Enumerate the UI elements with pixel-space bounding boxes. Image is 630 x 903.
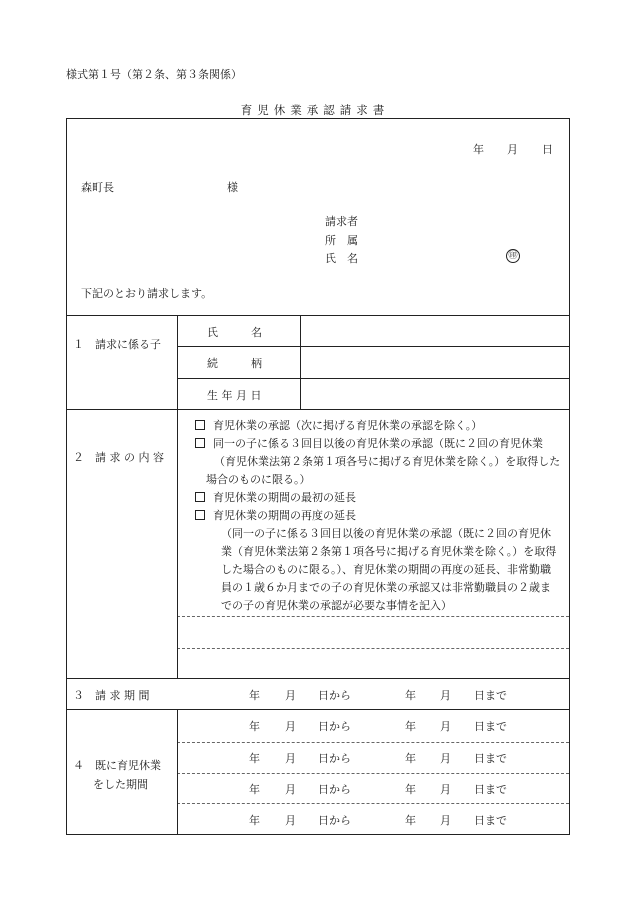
option-label: 育児休業の期間の再度の延長 — [213, 509, 356, 522]
child-name-label: 氏 名 — [207, 326, 262, 339]
date-day: 日 — [542, 143, 553, 156]
name-label: 氏 名 — [325, 252, 358, 265]
seal-mark: ㊞ — [506, 249, 520, 263]
instruction-line: での子の育児休業の承認が必要な事情を記入） — [221, 599, 452, 612]
checkbox-icon[interactable] — [195, 420, 205, 430]
option-second-extension[interactable] — [195, 507, 356, 523]
checkbox-icon[interactable] — [195, 492, 205, 502]
instruction-line: 員の１歳６か月までの子の育児休業の承認又は非常勤職員の２歳ま — [221, 581, 551, 594]
section3-label: ３ 請 求 期 間 — [73, 689, 150, 702]
instruction-line: した場合のものに限る。）、育児休業の期間の再度の延長、非常勤職 — [221, 563, 551, 576]
checkbox-icon[interactable] — [195, 438, 205, 448]
option-note-line: 場合のものに限る。） — [206, 473, 311, 486]
section2-label: ２ 請 求 の 内 容 — [73, 451, 164, 464]
form-frame: 年 月 日 森町長 様 請求者 所 属 氏 名 ㊞ 下記のとおり請求します。 １ 請求に係る子 氏 名 続 柄 生 年 月 日 ２ 請 求 の 内 容 育児休業の承認（次に掲げる育児休業の承認を除く。） 同一の子に係る３回目以後の育児休業の承認（既に２回の育児休業 （育児休業法第２条第１項各号に掲げる育児休業を除く。）を取得した 場合のものに限る。） 育児休業の期間の最初の延長 育児休業の期間の再度の延長 （同一の子に係る３回目以後の育児休業の承認（既に２回の育児休 業（育児休業法第２条第１項各号に掲げる育児休業を除く。）を取得 した場合のものに限る。）、育児休業の期間の再度の延長、非常勤職 員の１歳６か月までの子の育児休業の承認又は非常勤職員の２歳ま での子の育児休業の承認が必要な事情を記入） ３ 請 求 期 間 年 月 日から 年 月 日まで ４ 既に育児休業 をした期間 年 月 日から 年 月 日まで 年 月 日から 年 月 日まで 年 月 日から 年 月 日まで 年 月 日から 年 月 日まで — [66, 118, 570, 835]
option-label: 同一の子に係る３回目以後の育児休業の承認（既に２回の育児休業 — [213, 437, 543, 450]
addressee-honorific: 様 — [227, 181, 238, 194]
form-title: 育児休業承認請求書 — [240, 103, 390, 117]
instruction-line: （同一の子に係る３回目以後の育児休業の承認（既に２回の育児休 — [221, 527, 551, 540]
affiliation-label: 所 属 — [325, 234, 358, 247]
instruction-line: 業（育児休業法第２条第１項各号に掲げる育児休業を除く。）を取得 — [221, 545, 557, 558]
option-first-extension[interactable] — [195, 489, 356, 505]
date-month: 月 — [507, 143, 518, 156]
child-relation-label: 続 柄 — [207, 357, 262, 370]
checkbox-icon[interactable] — [195, 510, 205, 520]
form-number: 様式第１号（第２条、第３条関係） — [66, 68, 242, 81]
option-third-approval[interactable] — [195, 435, 543, 451]
section4-label: ４ 既に育児休業 — [73, 759, 161, 772]
intro-text: 下記のとおり請求します。 — [81, 287, 213, 300]
option-label: 育児休業の承認（次に掲げる育児休業の承認を除く。） — [213, 419, 483, 432]
addressee-name: 森町長 — [81, 181, 114, 194]
option-standard-approval[interactable] — [195, 417, 482, 433]
section4-label-cont: をした期間 — [93, 778, 148, 791]
child-birthdate-label: 生 年 月 日 — [207, 389, 262, 402]
option-note-line: （育児休業法第２条第１項各号に掲げる育児休業を除く。）を取得した — [214, 455, 561, 468]
section1-label: １ 請求に係る子 — [73, 338, 161, 351]
option-label: 育児休業の期間の最初の延長 — [213, 491, 356, 504]
date-year: 年 — [473, 143, 484, 156]
requester-label: 請求者 — [325, 215, 358, 228]
